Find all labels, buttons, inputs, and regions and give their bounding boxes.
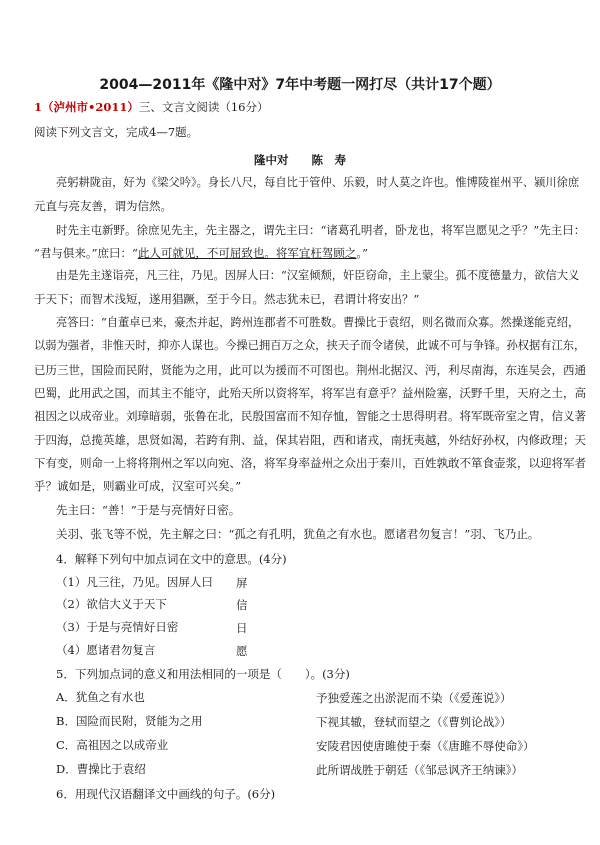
- passage-line: 已历三世，国险而民附，贤能为之用，此可以为援而不可图也。荆州北据汉、沔，利尽南海，东连吴会，西通: [34, 363, 586, 377]
- passage-line: 亮躬耕陇亩，好为《梁父吟》。身长八尺，每自比于管仲、乐毅，时人莫之许也。惟博陵崔州平、颍川徐庶: [56, 176, 580, 189]
- q5-option-left: D．曹操比于袁绍: [56, 762, 146, 776]
- passage-line: 下有变，则命一上将将荆州之军以向宛、洛，将军身率益州之众出于秦川，百姓孰敢不箪食壶浆，以迎将军者: [34, 456, 586, 470]
- passage-title: 隆中对 陈 寿: [254, 153, 346, 167]
- passage-line: 乎？诚如是，则霸业可成，汉室可兴矣。”: [34, 479, 242, 493]
- q4-item-sentence: （1）凡三往，乃见。因屏人曰: [56, 575, 213, 589]
- passage-line: 由是先主遂诣亮，凡三往，乃见。因屏人曰：“汉室倾颓，奸臣窃命，主上蒙尘。孤不度德量力，欲信大义: [56, 269, 580, 282]
- passage-line: 以弱为强者，非惟天时，抑亦人谋也。今操已拥百万之众，挟天子而令诸侯，此诚不可与争锋。孙权据有江东，: [34, 339, 586, 352]
- q5-option-right: 下视其辙，登轼而望之（《曹刿论战》）: [316, 715, 512, 729]
- q4-item-word: 屏: [236, 576, 248, 590]
- passage-line: 时先主屯新野。徐庶见先主，先主器之，谓先主曰：“诸葛孔明者，卧龙也，将军岂愿见之乎？”先主曰：: [56, 223, 586, 237]
- question-source: 1（泸州市•2011）: [34, 100, 139, 114]
- q5-option-left: A．犹鱼之有水也: [56, 690, 145, 704]
- passage-text: 。”: [356, 246, 369, 260]
- q4-item-sentence: （4）愿诸君勿复言: [56, 643, 156, 657]
- question1-header: [34, 100, 269, 114]
- q4-item-sentence: （3）于是与亮情好日密: [56, 620, 179, 634]
- q4-item-word: 愿: [236, 644, 248, 658]
- underlined-sentence: 此人可就见，不可屈致也。将军宜枉驾顾之: [137, 246, 357, 260]
- q4-item-sentence: （2）欲信大义于天下: [56, 597, 167, 611]
- passage-line: 巴蜀，此用武之国，而其主不能守，此殆天所以资将军，将军岂有意乎？益州险塞，沃野千里，天府之土，高: [34, 386, 586, 400]
- passage-line: 元直与亮友善，谓为信然。: [34, 199, 172, 213]
- q5-option-left: C．高祖因之以成帝业: [56, 738, 169, 752]
- passage-line: 于四海，总揽英雄，思贤如渴，若跨有荆、益，保其岩阻，西和诸戎，南抚夷越，外结好孙权，内修政理；天: [34, 433, 586, 447]
- reading-instruction: 阅读下列文言文，完成4—7题。: [34, 125, 199, 139]
- passage-line: [34, 246, 368, 260]
- q5-option-right: 此所谓战胜于朝廷（《邹忌讽齐王纳谏》）: [316, 763, 523, 777]
- passage-text: “君与俱来。”庶曰：“: [34, 246, 138, 260]
- section-heading: 三、文言文阅读（16分）: [138, 100, 269, 114]
- passage-line: 祖因之以成帝业。刘璋暗弱，张鲁在北，民殷国富而不知存恤，智能之士思得明君。将军既帝室之胄，信义著: [34, 409, 586, 423]
- passage-line: 关羽、张飞等不悦，先主解之曰：“孤之有孔明，犹鱼之有水也。愿诸君勿复言！”羽、飞乃止。: [56, 527, 540, 541]
- q4-item-word: 日: [236, 621, 248, 635]
- q5-option-right: 予独爱莲之出淤泥而不染（《爱莲说》）: [316, 691, 512, 705]
- q5-option-right: 安陵君因使唐雎使于秦（《唐雎不辱使命》）: [316, 739, 535, 753]
- passage-line: 亮答曰：“自董卓已来，豪杰并起，跨州连郡者不可胜数。曹操比于袁绍，则名微而众寡。然操遂能克绍，: [56, 316, 580, 329]
- document-title: 2004—2011年《隆中对》7年中考题一网打尽（共计17个题）: [99, 77, 501, 93]
- question4-stem: 4．解释下列句中加点词在文中的意思。(4分): [56, 552, 287, 566]
- question6-stem: 6．用现代汉语翻译文中画线的句子。(6分): [56, 787, 276, 801]
- q5-option-left: B．国险而民附，贤能为之用: [56, 714, 203, 728]
- q4-item-word: 信: [236, 598, 248, 612]
- question5-stem: 5．下列加点词的意义和用法相同的一项是（ ）。(3分): [56, 667, 350, 681]
- passage-line: 于天下；而智术浅短，遂用猖蹶，至于今日。然志犹未已，君谓计将安出？”: [34, 292, 420, 306]
- passage-line: 先主曰：“善！”于是与亮情好日密。: [56, 503, 241, 517]
